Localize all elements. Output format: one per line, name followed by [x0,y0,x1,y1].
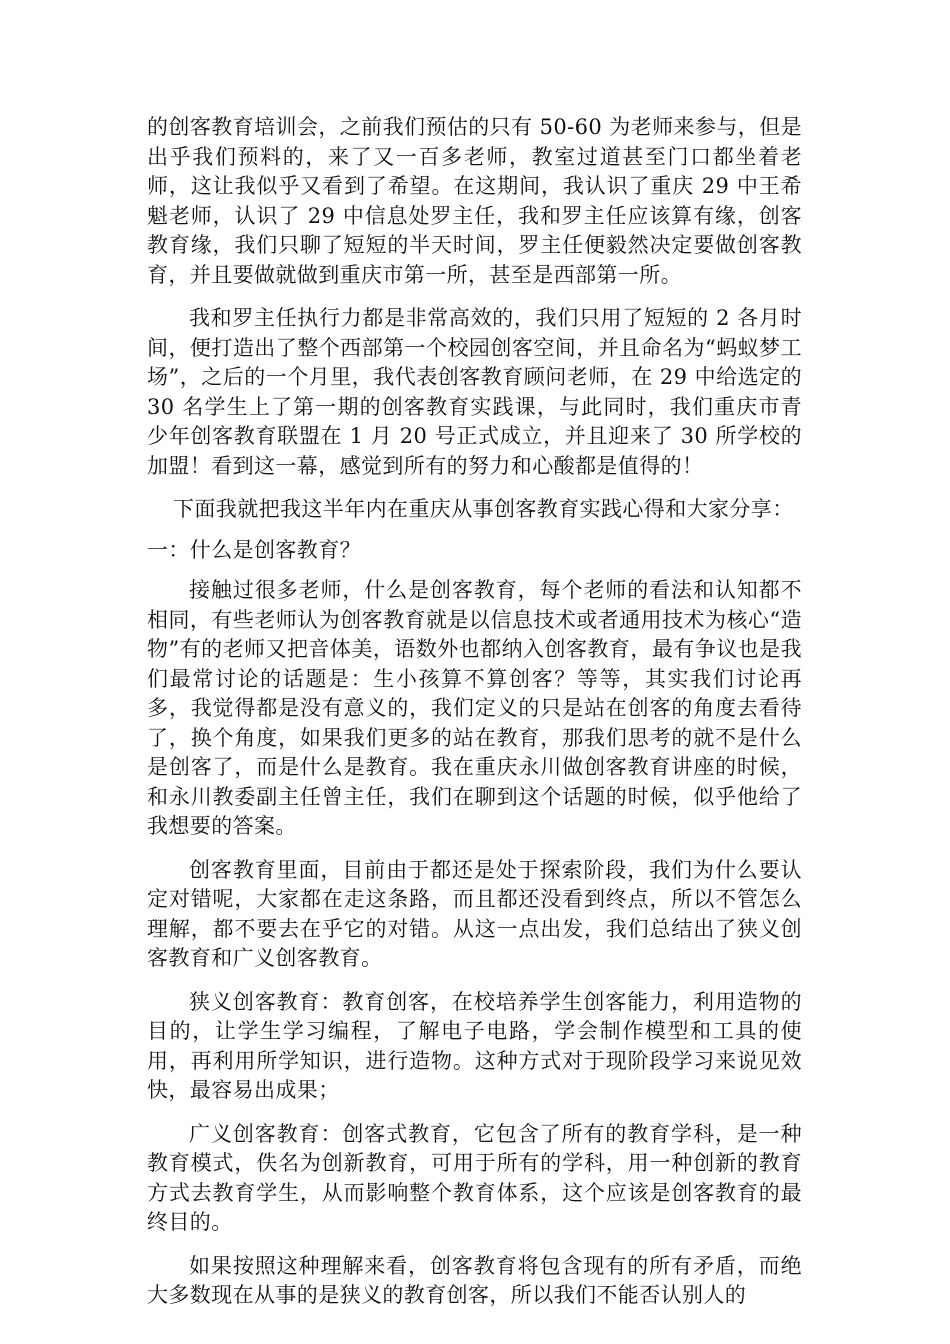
paragraph-training-intro: 的创客教育培训会，之前我们预估的只有 50-60 为老师来参与，但是出乎我们预料的，来了又一百多老师，教室过道甚至门口都坐着老师，这让我似乎又看到了希望。在这期间，我认识了重庆 29 中王希魁老师，认识了 29 中信息处罗主任，我和罗主任应该算有缘，创客教育缘，我们只聊了短短的半天时间，罗主任便毅然决定要做创客教育，并且要做就做到重庆市第一所，甚至是西部第一所。 [147,115,802,287]
section-heading-what-is-maker-education: 一：什么是创客教育？ [147,537,361,562]
paragraph-maker-space: 我和罗主任执行力都是非常高效的，我们只用了短短的 2 各月时间，便打造出了整个西部第一个校园创客空间，并且命名为“蚂蚁梦工场”，之后的一个月里，我代表创客教育顾问老师，在 29 中给选定的 30 名学生上了第一期的创客教育实践课，与此同时，我们重庆市青少年创客教育联盟在 1 月 20 号正式成立，并且迎来了 30 所学校的加盟！看到这一幕，感觉到所有的努力和心酸都是值得的！ [147,306,802,478]
document-body [147,113,802,1311]
paragraph-conclusion-fragment: 如果按照这种理解来看，创客教育将包含现有的所有矛盾，而绝大多数现在从事的是狭义的教育创客，所以我们不能否认别人的 [147,1253,802,1307]
paragraph-teacher-views: 接触过很多老师，什么是创客教育，每个老师的看法和认知都不相同，有些老师认为创客教育就是以信息技术或者通用技术为核心“造物”有的老师又把音体美，语数外也都纳入创客教育，最有争议也是我们最常讨论的话题是：生小孩算不算创客？等等，其实我们讨论再多，我觉得都是没有意义的，我们定义的只是站在创客的角度去看待了，换个角度，如果我们更多的站在教育，那我们思考的就不是什么是创客了，而是什么是教育。我在重庆永川做创客教育讲座的时候，和永川教委副主任曾主任，我们在聊到这个话题的时候，似乎他给了我想要的答案。 [147,578,802,838]
paragraph-broad-definition: 广义创客教育：创客式教育，它包含了所有的教育学科，是一种教育模式，佚名为创新教育，可用于所有的学科，用一种创新的教育方式去教育学生，从而影响整个教育体系，这个应该是创客教育的最终目的。 [147,1121,802,1234]
paragraph-narrow-definition: 狭义创客教育：教育创客，在校培养学生创客能力，利用造物的目的，让学生学习编程，了解电子电路，学会制作模型和工具的使用，再利用所学知识，进行造物。这种方式对于现阶段学习来说见效快，最容易出成果； [147,989,802,1102]
paragraph-exploration-stage: 创客教育里面，目前由于都还是处于探索阶段，我们为什么要认定对错呢，大家都在走这条路，而且都还没看到终点，所以不管怎么理解，都不要去在乎它的对错。从这一点出发，我们总结出了狭义创客教育和广义创客教育。 [147,857,802,970]
paragraph-share-intro: 下面我就把我这半年内在重庆从事创客教育实践心得和大家分享： [173,497,794,521]
